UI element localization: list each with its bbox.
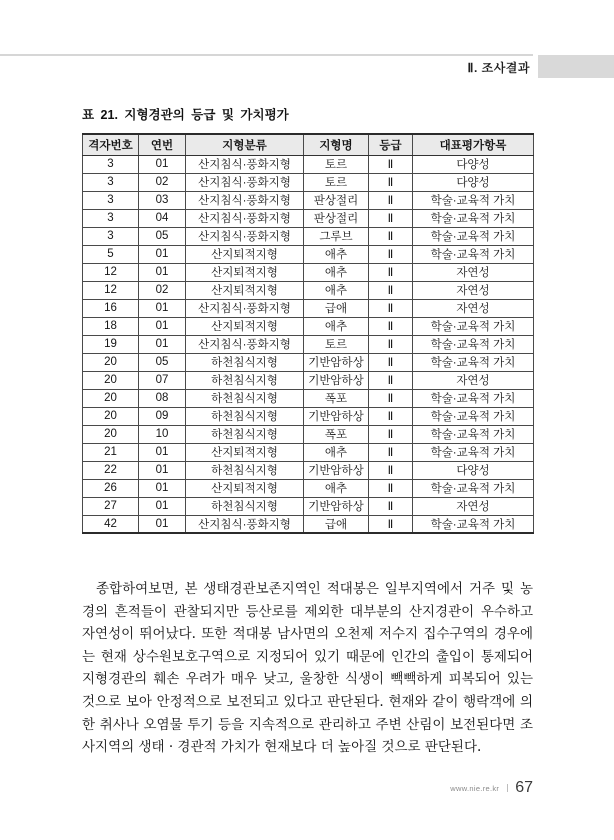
table-row <box>83 173 534 191</box>
summary-paragraph: 종합하여보면, 본 생태경관보존지역인 적대봉은 일부지역에서 거주 및 농경의 흔적들이 관찰되지만 등산로를 제외한 대부분의 산지경관이 우수하고 자연성이 뛰어났다. 또한 적대봉 남사면의 오천제 저수지 집수구역의 경우에는 현재 상수원보호구역으로 지정되어 있기 때문에 인간의 출입이 통제되어 지형경관의 훼손 우려가 매우 낮고, 울창한 식생이 빽빽하게 피복되어 있는 것으로 보아 안정적으로 보전되고 있다고 판단된다. 현재와 같이 행락객에 의한 취사나 오염물 투기 등을 지속적으로 관리하고 주변 산림이 보전된다면 조사지역의 생태 · 경관적 가치가 현재보다 더 높아질 것으로 판단된다. <box>82 581 533 756</box>
table-cell: Ⅱ <box>369 173 413 191</box>
table-cell: 기반암하상 <box>304 497 369 515</box>
table-cell: 산지퇴적지형 <box>186 281 304 299</box>
table-cell: 01 <box>139 155 186 173</box>
table-cell: 폭포 <box>304 389 369 407</box>
table-cell: 학술·교육적 가치 <box>413 389 534 407</box>
table-row <box>83 425 534 443</box>
table-row <box>83 335 534 353</box>
column-header: 격자번호 <box>83 134 139 155</box>
table-cell: 산지퇴적지형 <box>186 317 304 335</box>
table-cell: Ⅱ <box>369 461 413 479</box>
column-header: 연번 <box>139 134 186 155</box>
table-cell: 01 <box>139 461 186 479</box>
table-cell: 하천침식지형 <box>186 425 304 443</box>
table-cell: 자연성 <box>413 497 534 515</box>
column-header: 대표평가항목 <box>413 134 534 155</box>
table-cell: 애추 <box>304 443 369 461</box>
landform-evaluation-table <box>82 133 534 534</box>
table-cell: 01 <box>139 515 186 533</box>
table-cell: 학술·교육적 가치 <box>413 227 534 245</box>
table-title: 표 21. 지형경관의 등급 및 가치평가 <box>82 108 289 122</box>
footer-website: www.nie.re.kr <box>450 783 500 793</box>
table-cell: 판상절리 <box>304 209 369 227</box>
table-cell: 학술·교육적 가치 <box>413 443 534 461</box>
table-cell: 산지퇴적지형 <box>186 479 304 497</box>
table-row <box>83 443 534 461</box>
page-footer <box>450 779 533 797</box>
table-row <box>83 281 534 299</box>
table-cell: 산지퇴적지형 <box>186 245 304 263</box>
table-cell: 10 <box>139 425 186 443</box>
table-cell: 01 <box>139 299 186 317</box>
table-cell: 01 <box>139 245 186 263</box>
table-cell: 다양성 <box>413 155 534 173</box>
table-cell: Ⅱ <box>369 425 413 443</box>
table-cell: Ⅱ <box>369 317 413 335</box>
table-cell: 산지침식·풍화지형 <box>186 173 304 191</box>
table-cell: Ⅱ <box>369 263 413 281</box>
table-cell: 기반암하상 <box>304 461 369 479</box>
table-cell: 학술·교육적 가치 <box>413 317 534 335</box>
table-cell: 학술·교육적 가치 <box>413 515 534 533</box>
table-cell: 자연성 <box>413 281 534 299</box>
table-cell: 하천침식지형 <box>186 353 304 371</box>
table-cell: 하천침식지형 <box>186 461 304 479</box>
table-cell: 급애 <box>304 299 369 317</box>
table-cell: Ⅱ <box>369 299 413 317</box>
table-cell: 산지퇴적지형 <box>186 443 304 461</box>
table-cell: 애추 <box>304 245 369 263</box>
table-row <box>83 245 534 263</box>
table-cell: 학술·교육적 가치 <box>413 407 534 425</box>
column-header: 지형분류 <box>186 134 304 155</box>
table-cell: Ⅱ <box>369 245 413 263</box>
table-row <box>83 515 534 533</box>
page-number: 67 <box>515 779 533 796</box>
table-cell: 16 <box>83 299 139 317</box>
table-cell: 산지침식·풍화지형 <box>186 155 304 173</box>
table-cell: 폭포 <box>304 425 369 443</box>
table-cell: Ⅱ <box>369 515 413 533</box>
table-row <box>83 299 534 317</box>
table-cell: 산지침식·풍화지형 <box>186 515 304 533</box>
table-cell: Ⅱ <box>369 353 413 371</box>
table-cell: 5 <box>83 245 139 263</box>
table-cell: 26 <box>83 479 139 497</box>
table-cell: 20 <box>83 371 139 389</box>
table-header-row <box>83 134 534 155</box>
table-cell: 애추 <box>304 263 369 281</box>
table-cell: 20 <box>83 425 139 443</box>
table-cell: 산지침식·풍화지형 <box>186 209 304 227</box>
table-cell: 12 <box>83 263 139 281</box>
table-cell: 01 <box>139 479 186 497</box>
table-cell: 학술·교육적 가치 <box>413 245 534 263</box>
table-cell: 01 <box>139 335 186 353</box>
table-cell: 21 <box>83 443 139 461</box>
table-cell: 01 <box>139 497 186 515</box>
table-row <box>83 209 534 227</box>
table-cell: 01 <box>139 443 186 461</box>
footer-separator <box>507 784 508 792</box>
table-cell: 04 <box>139 209 186 227</box>
table-row <box>83 155 534 173</box>
table-row <box>83 317 534 335</box>
table-cell: 급애 <box>304 515 369 533</box>
table-cell: 학술·교육적 가치 <box>413 425 534 443</box>
table-cell: Ⅱ <box>369 335 413 353</box>
table-cell: 01 <box>139 263 186 281</box>
column-header: 지형명 <box>304 134 369 155</box>
table-cell: Ⅱ <box>369 443 413 461</box>
table-cell: 토르 <box>304 335 369 353</box>
table-cell: 자연성 <box>413 371 534 389</box>
table-cell: Ⅱ <box>369 371 413 389</box>
table-cell: 기반암하상 <box>304 407 369 425</box>
table-cell: 18 <box>83 317 139 335</box>
table-cell: 02 <box>139 173 186 191</box>
section-tab-marker <box>538 55 614 78</box>
table-cell: 3 <box>83 191 139 209</box>
table-cell: 학술·교육적 가치 <box>413 209 534 227</box>
table-cell: 학술·교육적 가치 <box>413 335 534 353</box>
table-cell: Ⅱ <box>369 209 413 227</box>
table-row <box>83 497 534 515</box>
section-header: Ⅱ. 조사결과 <box>467 61 530 75</box>
table-cell: 09 <box>139 407 186 425</box>
table-cell: 산지침식·풍화지형 <box>186 191 304 209</box>
table-cell: 자연성 <box>413 263 534 281</box>
table-cell: Ⅱ <box>369 389 413 407</box>
table-cell: 애추 <box>304 281 369 299</box>
table-cell: 학술·교육적 가치 <box>413 191 534 209</box>
table-cell: 산지침식·풍화지형 <box>186 227 304 245</box>
table-cell: 05 <box>139 353 186 371</box>
table-cell: 토르 <box>304 155 369 173</box>
table-row <box>83 371 534 389</box>
table-cell: 12 <box>83 281 139 299</box>
table-cell: 자연성 <box>413 299 534 317</box>
table-cell: Ⅱ <box>369 407 413 425</box>
table-cell: 27 <box>83 497 139 515</box>
table-cell: 07 <box>139 371 186 389</box>
table-body <box>83 155 534 533</box>
header-rule <box>0 54 533 56</box>
table-cell: 학술·교육적 가치 <box>413 353 534 371</box>
table-cell: 다양성 <box>413 173 534 191</box>
table-row <box>83 191 534 209</box>
table-row <box>83 263 534 281</box>
table-cell: 애추 <box>304 479 369 497</box>
table-cell: Ⅱ <box>369 191 413 209</box>
table-cell: 3 <box>83 155 139 173</box>
table-cell: 산지침식·풍화지형 <box>186 335 304 353</box>
table-cell: 토르 <box>304 173 369 191</box>
table-cell: 03 <box>139 191 186 209</box>
table-cell: 42 <box>83 515 139 533</box>
table-cell: Ⅱ <box>369 281 413 299</box>
table-cell: 01 <box>139 317 186 335</box>
table-cell: 하천침식지형 <box>186 407 304 425</box>
table-row <box>83 479 534 497</box>
table-cell: 3 <box>83 173 139 191</box>
table-cell: 05 <box>139 227 186 245</box>
table-cell: Ⅱ <box>369 479 413 497</box>
table-cell: 산지퇴적지형 <box>186 263 304 281</box>
table-cell: 산지침식·풍화지형 <box>186 299 304 317</box>
table-cell: Ⅱ <box>369 227 413 245</box>
table-cell: 3 <box>83 227 139 245</box>
table-cell: 20 <box>83 389 139 407</box>
table-cell: 22 <box>83 461 139 479</box>
table-cell: Ⅱ <box>369 155 413 173</box>
table-cell: 판상절리 <box>304 191 369 209</box>
table-head <box>83 134 534 155</box>
table-row <box>83 461 534 479</box>
table-cell: 기반암하상 <box>304 371 369 389</box>
table-cell: Ⅱ <box>369 497 413 515</box>
table-row <box>83 227 534 245</box>
table-cell: 그루브 <box>304 227 369 245</box>
table-cell: 20 <box>83 353 139 371</box>
table-cell: 하천침식지형 <box>186 389 304 407</box>
column-header: 등급 <box>369 134 413 155</box>
table-cell: 20 <box>83 407 139 425</box>
table-cell: 기반암하상 <box>304 353 369 371</box>
table-row <box>83 389 534 407</box>
table-cell: 애추 <box>304 317 369 335</box>
table-cell: 다양성 <box>413 461 534 479</box>
table-cell: 08 <box>139 389 186 407</box>
table-cell: 하천침식지형 <box>186 497 304 515</box>
table-cell: 3 <box>83 209 139 227</box>
table-cell: 학술·교육적 가치 <box>413 479 534 497</box>
table-cell: 하천침식지형 <box>186 371 304 389</box>
table-cell: 19 <box>83 335 139 353</box>
table-cell: 02 <box>139 281 186 299</box>
table-row <box>83 353 534 371</box>
table-row <box>83 407 534 425</box>
